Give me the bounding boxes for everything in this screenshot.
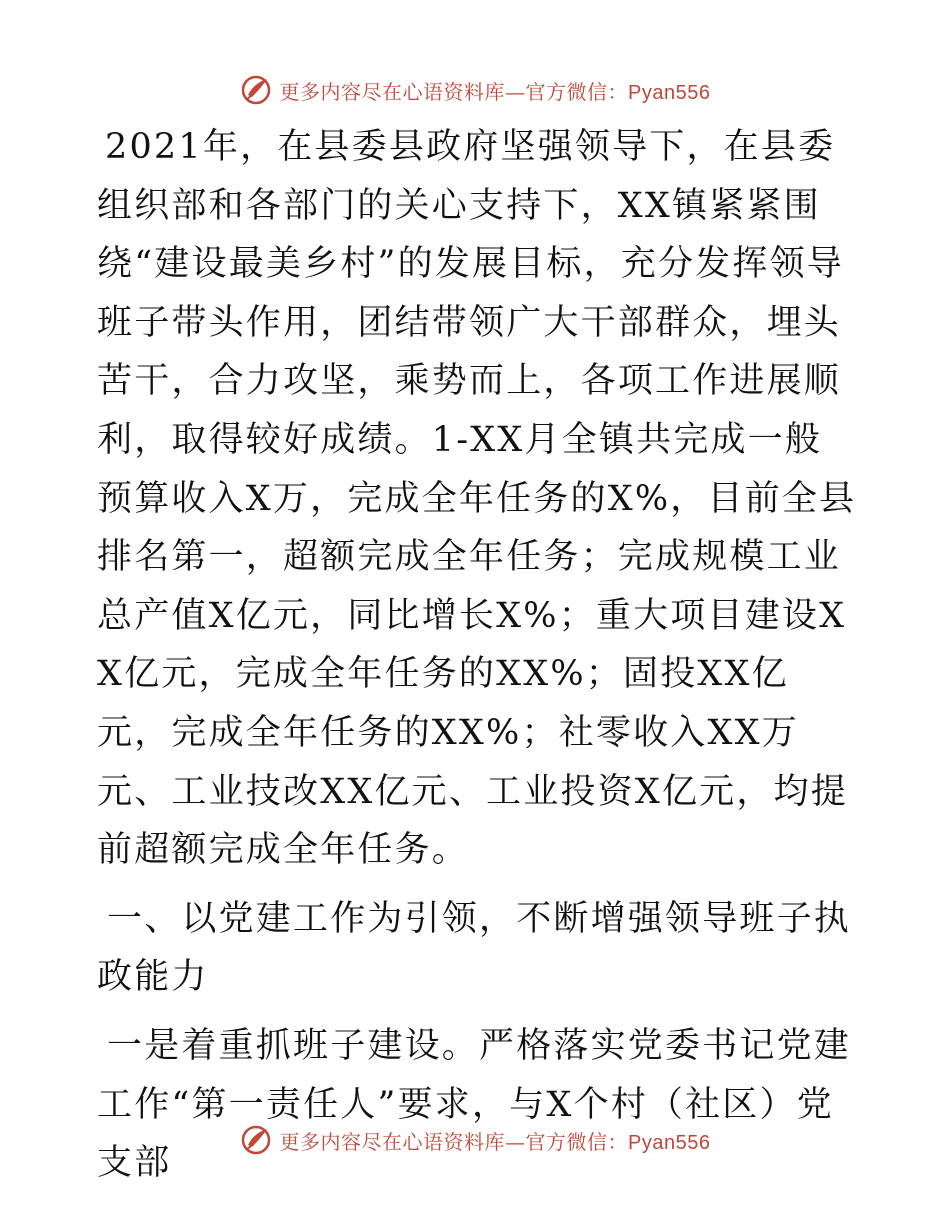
section-heading: 一、以党建工作为引领，不断增强领导班子执政能力 [97,898,852,998]
body-paragraph-intro: 2021年，在县委县政府坚强领导下，在县委组织部和各部门的关心支持下，XX镇紧紧围绕“建设最美乡村”的发展目标，充分发挥领导班子带头作用，团结带领广大干部群众，埋头苦干，合力攻坚，乘势而上，各项工作进展顺利，取得较好成绩。1-XX月全镇共完成一般预算收入X万，完成全年任务的X%，目前全县排名第一，超额完成全年任务；完成规模工业总产值X亿元，同比增长X%；重大项目建设XX亿元，完成全年任务的XX%；固投XX亿元，完成全年任务的XX%；社零收入XX万元、工业技改XX亿元、工业投资X亿元，均提前超额完成全年任务。 [97,127,857,871]
watermark-text [280,1126,711,1155]
watermark-text [280,76,711,105]
body-paragraph-first-point: 一是着重抓班子建设。严格落实党委书记党建工作“第一责任人”要求，与X个村（社区）党支部 [97,1025,852,1184]
footer-watermark-banner [0,1120,950,1160]
watermark-wechat-id: Pyan556 [628,81,711,104]
watermark-text-cn: 更多内容尽在心语资料库—官方微信： [279,1129,629,1154]
document-body [97,118,857,1193]
pen-logo-icon [240,1123,274,1157]
watermark-text-cn: 更多内容尽在心语资料库—官方微信： [279,79,629,104]
watermark-wechat-id: Pyan556 [628,1131,711,1154]
header-watermark-banner [0,70,950,110]
pen-logo-icon [240,73,274,107]
